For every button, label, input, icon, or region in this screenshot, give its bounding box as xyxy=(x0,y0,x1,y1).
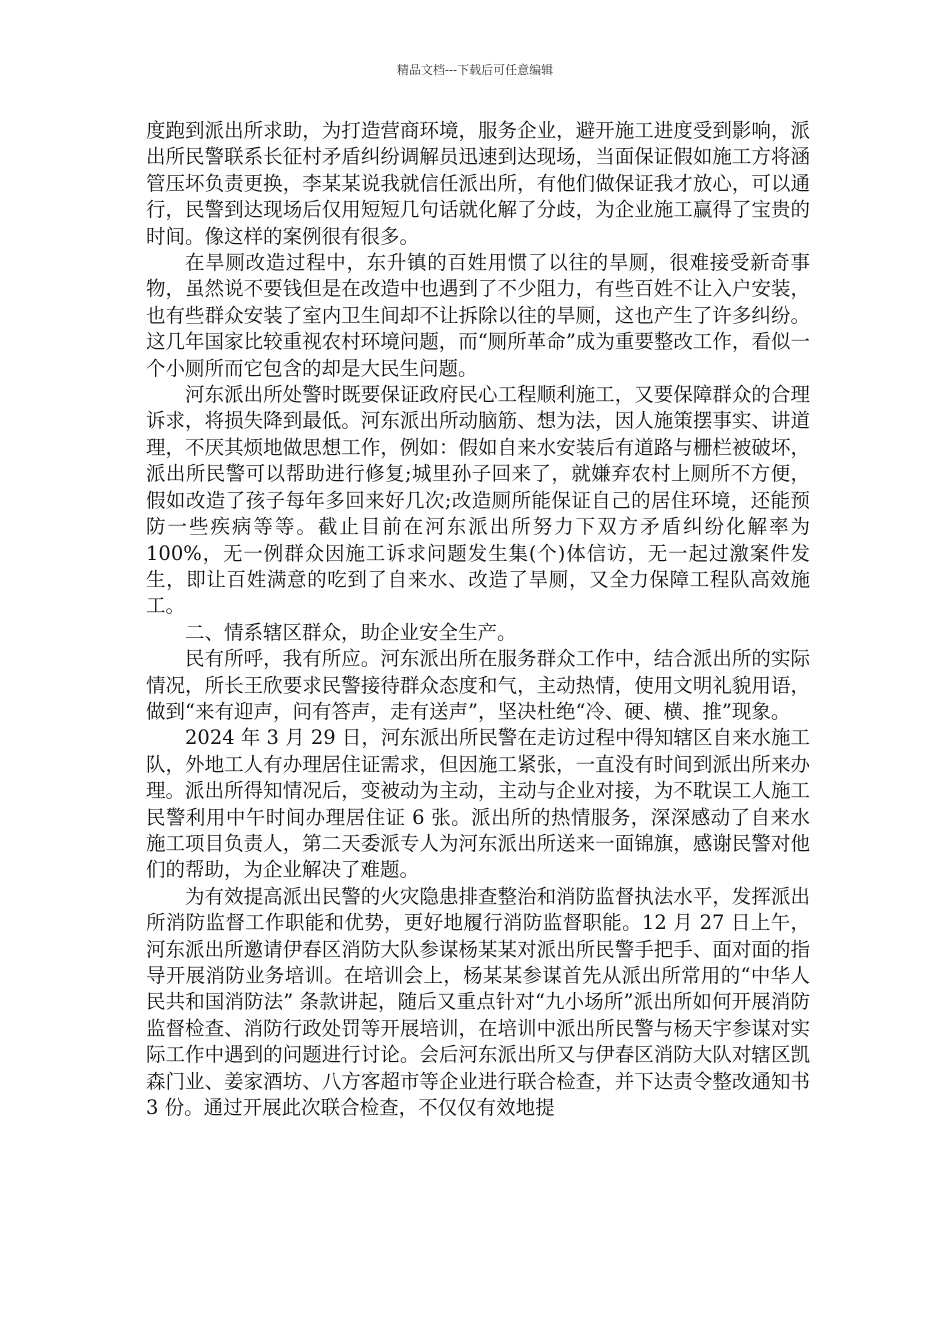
paragraph: 度跑到派出所求助，为打造营商环境，服务企业，避开施工进度受到影响，派出所民警联系长征村矛盾纠纷调解员迅速到达现场，当面保证假如施工方将涵管压坏负责更换，李某某说我就信任派出所，有他们做保证我才放心，可以通行，民警到达现场后仅用短短几句话就化解了分歧，为企业施工赢得了宝贵的时间。像这样的案例很有很多。 xyxy=(146,119,810,248)
paragraph: 河东派出所处警时既要保证政府民心工程顺利施工，又要保障群众的合理诉求，将损失降到最低。河东派出所动脑筋、想为法，因人施策摆事实、讲道理，不厌其烦地做思想工作，例如：假如自来水安装后有道路与栅栏被破坏，派出所民警可以帮助进行修复;城里孙子回来了，就嫌弃农村上厕所不方便，假如改造了孩子每年多回来好几次;改造厕所能保证自己的居住环境，还能预防一些疾病等等。截止目前在河东派出所努力下双方矛盾纠纷化解率为 100%，无一例群众因施工诉求问题发生集(个)体信访，无一起过激案件发生，即让百姓满意的吃到了自来水、改造了旱厕，又全力保障工程队高效施工。 xyxy=(146,383,810,618)
paragraph: 在旱厕改造过程中，东升镇的百姓用惯了以往的旱厕，很难接受新奇事物，虽然说不要钱但是在改造中也遇到了不少阻力，有些百姓不让入户安装，也有些群众安装了室内卫生间却不让拆除以往的旱厕，这也产生了许多纠纷。这几年国家比较重视农村环境问题，而“厕所革命”成为重要整改工作，看似一个小厕所而它包含的却是大民生问题。 xyxy=(146,251,810,380)
page-header: 精品文档---下载后可任意编辑 xyxy=(396,63,554,77)
paragraph: 民有所呼，我有所应。河东派出所在服务群众工作中，结合派出所的实际情况，所长王欣要求民警接待群众态度和气，主动热情，使用文明礼貌用语，做到“来有迎声，问有答声，走有送声”，坚决杜绝“冷、硬、横、推”现象。 xyxy=(146,647,810,723)
section-heading: 二、情系辖区群众，助企业安全生产。 xyxy=(185,620,517,644)
document-body xyxy=(146,118,810,1121)
paragraph: 为有效提高派出民警的火灾隐患排查整治和消防监督执法水平，发挥派出所消防监督工作职能和优势，更好地履行消防监督职能。12 月 27 日上午，河东派出所邀请伊春区消防大队参谋杨某某对派出所民警手把手、面对面的指导开展消防业务培训。在培训会上，杨某某参谋首先从派出所常用的“中华人民共和国消防法” 条款讲起，随后又重点针对“九小场所”派出所如何开展消防监督检查、消防行政处罚等开展培训，在培训中派出所民警与杨天宇参谋对实际工作中遇到的问题进行讨论。会后河东派出所又与伊春区消防大队对辖区凯森门业、姜家酒坊、八方客超市等企业进行联合检查，并下达责令整改通知书 3 份。通过开展此次联合检查，不仅仅有效地提 xyxy=(146,884,810,1120)
paragraph: 2024 年 3 月 29 日，河东派出所民警在走访过程中得知辖区自来水施工队，外地工人有办理居住证需求，但因施工紧张，一直没有时间到派出所来办理。派出所得知情况后，变被动为主动，主动与企业对接，为不耽误工人施工民警利用中午时间办理居住证 6 张。派出所的热情服务，深深感动了自来水施工项目负责人，第二天委派专人为河东派出所送来一面锦旗，感谢民警对他们的帮助，为企业解决了难题。 xyxy=(146,726,810,882)
